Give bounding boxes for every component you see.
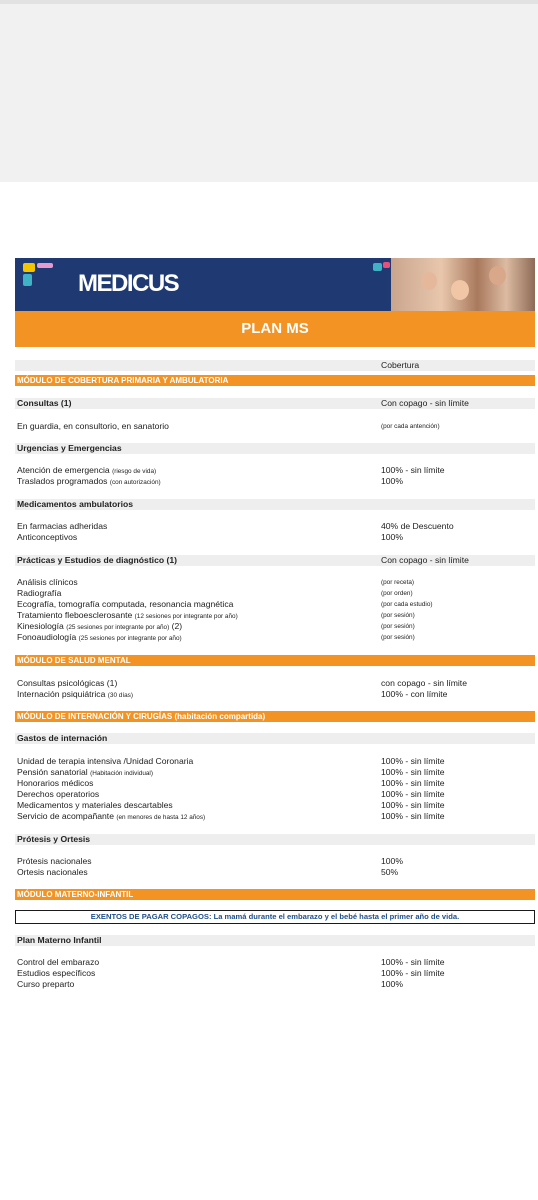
row-value: 100% - sin límite <box>381 968 445 978</box>
brand-header <box>15 258 535 311</box>
section-title: MÓDULO DE COBERTURA PRIMARIA Y AMBULATORIA <box>17 376 229 385</box>
row-label: Anticonceptivos <box>17 532 78 542</box>
row-value: (por cada antención) <box>381 423 440 430</box>
logo-square-yellow <box>23 263 35 272</box>
row-value: 100% - sin límite <box>381 789 445 799</box>
row-value: 100% <box>381 979 403 989</box>
accent-square-red <box>383 262 390 268</box>
logo-square-teal <box>23 274 32 286</box>
row-value: 100% - sin límite <box>381 756 445 766</box>
section-title: MÓDULO MATERNO-INFANTIL <box>17 890 134 899</box>
column-header-row <box>15 360 535 371</box>
row-value: 100% - sin límite <box>381 767 445 777</box>
section-title: MÓDULO DE SALUD MENTAL <box>17 656 131 665</box>
row-label: Estudios específicos <box>17 968 96 978</box>
top-background <box>0 0 538 182</box>
row-value: 100% - con límite <box>381 689 448 699</box>
row-label: Análisis clínicos <box>17 577 78 587</box>
row-footnote: (2) <box>171 621 183 631</box>
row-value: Con copago - sin límite <box>381 398 469 408</box>
row-value: con copago - sin límite <box>381 678 467 688</box>
row-label: Kinesiología <box>17 621 64 631</box>
group-title: Gastos de internación <box>17 733 108 743</box>
group-title: Prótesis y Ortesis <box>17 834 91 844</box>
row-label: Control del embarazo <box>17 957 100 967</box>
family-photo <box>391 258 535 311</box>
plan-title: PLAN MS <box>241 320 309 337</box>
row-note: (25 sesiones por integrante por año) <box>66 624 170 631</box>
group-title: Urgencias y Emergencias <box>17 443 122 453</box>
practicas-header <box>15 555 535 566</box>
coverage-column-header: Cobertura <box>381 360 420 370</box>
section-primaria <box>15 375 535 386</box>
row-value: 100% - sin límite <box>381 800 445 810</box>
row-label: Fonoaudiología <box>17 632 77 642</box>
row-note: (con autorización) <box>109 479 161 486</box>
row-label: Radiografía <box>17 588 62 598</box>
materno-header <box>15 935 535 946</box>
gastos-header <box>15 733 535 744</box>
row-label: Prótesis nacionales <box>17 856 92 866</box>
row-label: Traslados programados <box>17 476 108 486</box>
section-materno-infantil <box>15 889 535 900</box>
row-label: Consultas (1) <box>17 398 72 408</box>
row-note: (Habitación individual) <box>90 770 153 777</box>
row-value: 100% - sin límite <box>381 811 445 821</box>
row-note: (12 sesiones por integrante por año) <box>134 613 238 620</box>
section-title: MÓDULO DE INTERNACIÓN Y CIRUGÍAS (habitación compartida) <box>17 712 266 721</box>
row-value: (por cada estudio) <box>381 601 433 608</box>
row-value: 100% - sin límite <box>381 465 445 475</box>
row-value: (por sesión) <box>381 623 415 630</box>
row-label: Derechos operatorios <box>17 789 100 799</box>
urgencias-header <box>15 443 535 454</box>
row-label: Unidad de terapia intensiva /Unidad Coronaria <box>17 756 194 766</box>
row-label: Honorarios médicos <box>17 778 94 788</box>
row-label: Servicio de acompañante <box>17 811 114 821</box>
logo-square-pink <box>37 263 53 268</box>
row-label: Curso preparto <box>17 979 75 989</box>
row-value: 100% <box>381 532 403 542</box>
brand-logo: MEDICUS <box>78 270 179 297</box>
row-note: (30 días) <box>107 692 134 699</box>
status-strip <box>0 0 538 4</box>
row-value: (por sesión) <box>381 612 415 619</box>
row-note: (riesgo de vida) <box>112 468 157 475</box>
protesis-header <box>15 834 535 845</box>
row-value: 100% - sin límite <box>381 778 445 788</box>
accent-square-teal <box>373 263 382 271</box>
row-label: Consultas psicológicas (1) <box>17 678 118 688</box>
row-note: (en menores de hasta 12 años) <box>116 814 206 821</box>
group-title: Medicamentos ambulatorios <box>17 499 134 509</box>
row-note: (25 sesiones por integrante por año) <box>78 635 182 642</box>
row-value: Con copago - sin límite <box>381 555 469 565</box>
exentos-notice: EXENTOS DE PAGAR COPAGOS: La mamá durante el embarazo y el bebé hasta el primer año de vida. <box>15 910 535 924</box>
row-label: Ecografía, tomografía computada, resonancia magnética <box>17 599 234 609</box>
row-value: 40% de Descuento <box>381 521 454 531</box>
row-value: 50% <box>381 867 399 877</box>
medicamentos-header <box>15 499 535 510</box>
row-value: (por sesión) <box>381 634 415 641</box>
row-value: (por orden) <box>381 590 413 597</box>
row-label: Medicamentos y materiales descartables <box>17 800 173 810</box>
section-internacion <box>15 711 535 722</box>
row-label: Atención de emergencia <box>17 465 110 475</box>
row-label: Ortesis nacionales <box>17 867 88 877</box>
row-value: 100% - sin límite <box>381 957 445 967</box>
row-value: (por receta) <box>381 579 415 586</box>
row-label: Internación psiquiátrica <box>17 689 106 699</box>
consultas-row <box>15 398 535 409</box>
row-label: Tratamiento fleboesclerosante <box>17 610 133 620</box>
group-title: Plan Materno Infantil <box>17 935 102 945</box>
group-title: Prácticas y Estudios de diagnóstico (1) <box>17 555 177 565</box>
row-label: En farmacias adheridas <box>17 521 108 531</box>
row-value: 100% <box>381 856 403 866</box>
row-label: En guardia, en consultorio, en sanatorio <box>17 421 169 431</box>
section-salud-mental <box>15 655 535 666</box>
plan-banner <box>15 311 535 347</box>
row-value: 100% <box>381 476 403 486</box>
row-label: Pensión sanatorial <box>17 767 88 777</box>
